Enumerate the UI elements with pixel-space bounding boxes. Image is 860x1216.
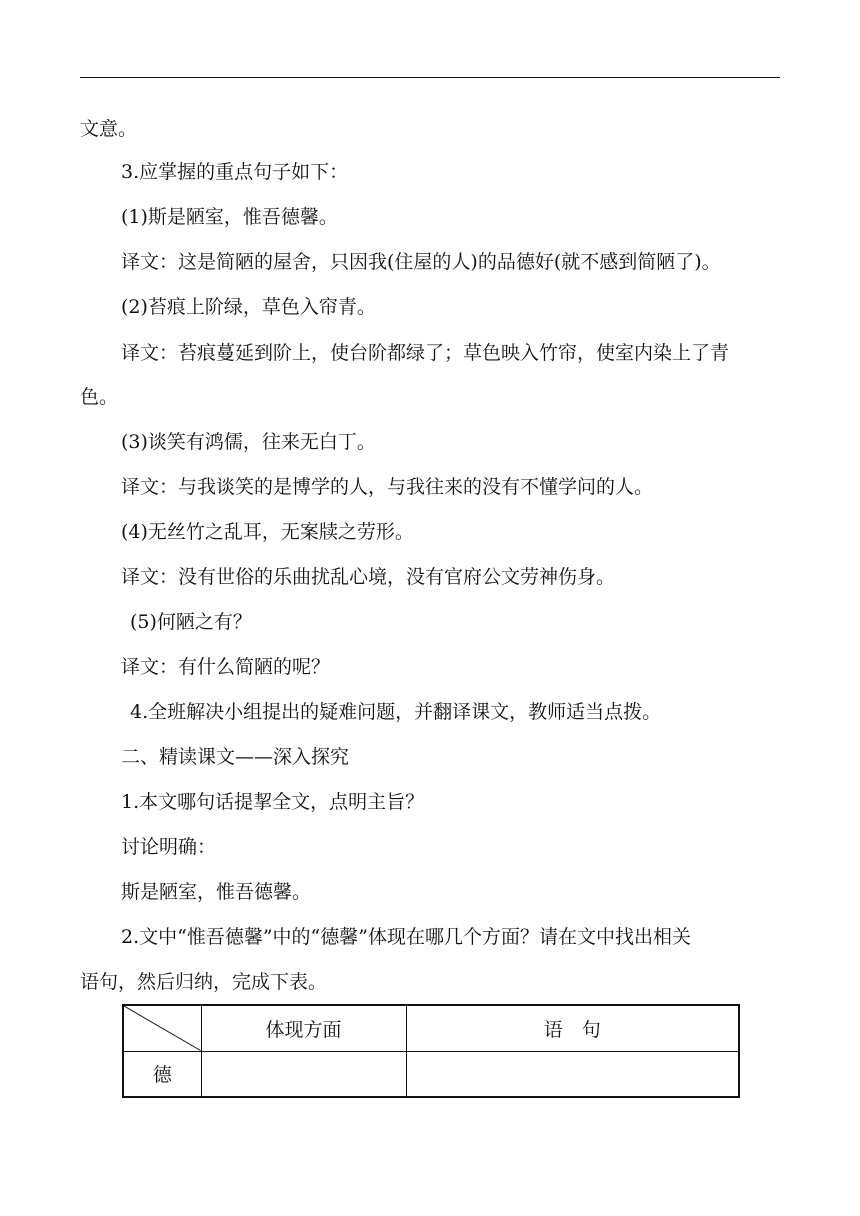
- text-line-19: 2.文中“惟吾德馨”中的“德馨”体现在哪几个方面？请在文中找出相关: [121, 926, 691, 948]
- text-line-3: (1)斯是陋室，惟吾德馨。: [121, 206, 338, 228]
- text-line-4: 译文：这是简陋的屋舍，只因我(住屋的人)的品德好(就不感到简陋了)。: [121, 251, 721, 273]
- text-line-7: 色。: [80, 386, 119, 408]
- text-line-8: (3)谈笑有鸿儒，往来无白丁。: [121, 431, 376, 453]
- text-line-6: 译文：苔痕蔓延到阶上，使台阶都绿了；草色映入竹帘，使室内染上了青: [121, 342, 730, 364]
- diagonal-corner-cell: [123, 1005, 201, 1051]
- text-line-10: (4)无丝竹之乱耳，无案牍之劳形。: [121, 521, 414, 543]
- cell-sentence-empty[interactable]: [406, 1051, 739, 1097]
- table-row: [123, 1051, 739, 1097]
- text-line-12: (5)何陋之有？: [130, 611, 252, 633]
- text-line-13: 译文：有什么简陋的呢？: [121, 656, 331, 678]
- text-line-2: 3.应掌握的重点句子如下：: [121, 161, 349, 183]
- table-header-row: [123, 1005, 739, 1051]
- text-line-20: 语句，然后归纳，完成下表。: [80, 971, 328, 993]
- header-aspect: 体现方面: [201, 1005, 406, 1051]
- text-line-11: 译文：没有世俗的乐曲扰乱心境，没有官府公文劳神伤身。: [121, 566, 616, 588]
- text-line-5: (2)苔痕上阶绿，草色入帘青。: [121, 296, 376, 318]
- text-line-1: 文意。: [80, 118, 138, 140]
- de-xin-table: [122, 1004, 740, 1098]
- section-heading: 二、精读课文——深入探究: [121, 746, 350, 768]
- text-line-18: 斯是陋室，惟吾德馨。: [121, 881, 312, 903]
- row-label-de: 德: [123, 1051, 201, 1097]
- header-rule: [80, 77, 780, 78]
- text-line-9: 译文：与我谈笑的是博学的人，与我往来的没有不懂学问的人。: [121, 476, 654, 498]
- text-line-14: 4.全班解决小组提出的疑难问题，并翻译课文，教师适当点拨。: [130, 701, 662, 723]
- text-line-17: 讨论明确：: [121, 836, 217, 858]
- cell-aspect-empty[interactable]: [201, 1051, 406, 1097]
- text-line-16: 1.本文哪句话提挈全文，点明主旨？: [121, 791, 425, 813]
- header-sentence: 语 句: [406, 1005, 739, 1051]
- diagonal-line: [124, 1006, 201, 1051]
